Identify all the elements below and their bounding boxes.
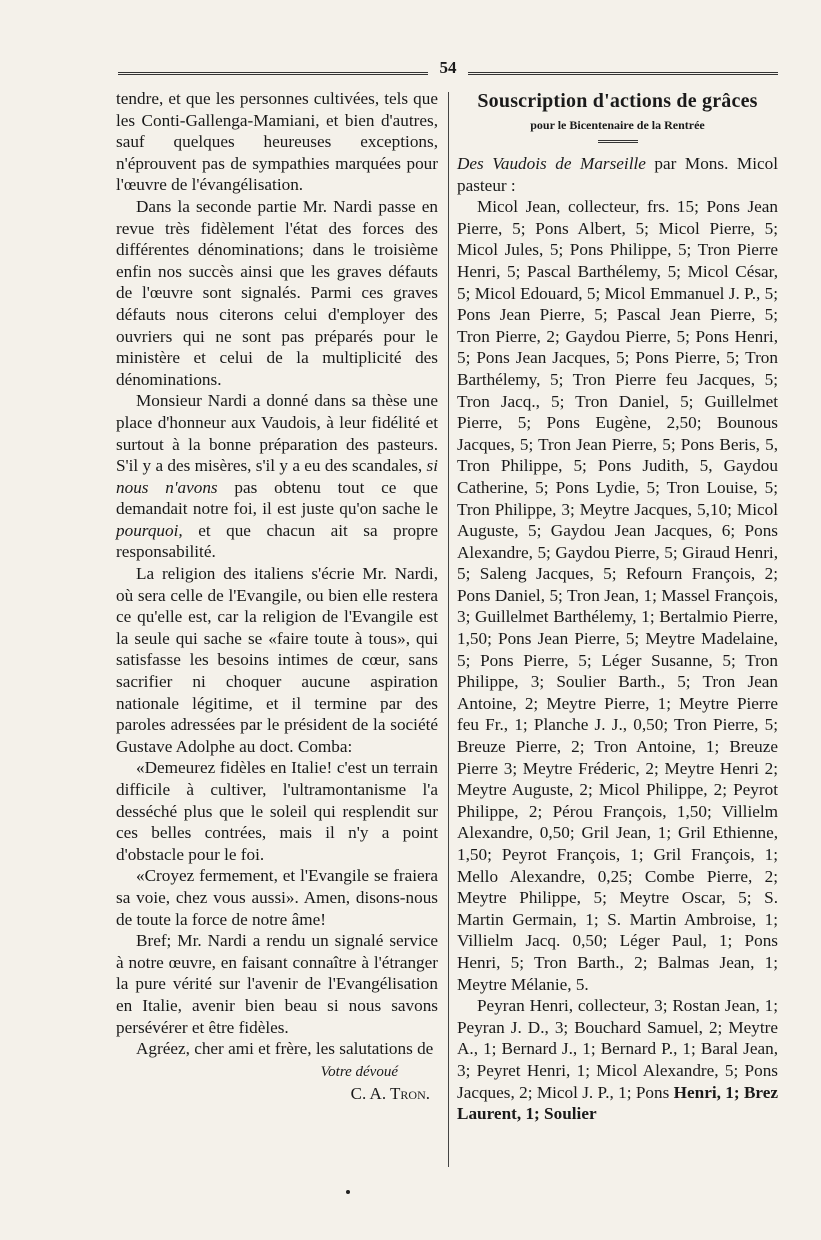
text-run: pas obtenu tout ce que demandait notre foi, il est juste qu'on sache le [116, 477, 438, 519]
title-rule [598, 140, 638, 143]
header-rule-left [118, 72, 428, 75]
closing-line: Votre dévoué [320, 1063, 398, 1080]
text-run: et que chacun ait sa propre responsabilité. [116, 520, 438, 562]
right-column [457, 88, 778, 1125]
column-divider [448, 92, 449, 1167]
text-run: Peyran Henri, collecteur, 3; Rostan Jean, 1; Peyran J. D., 3; Bouchard Samuel, 2; Meytre A., 1; Bernard J., 1; Bernard P., 1; Baral Jean, 3; Peyret Henri, 1; Micol Alexandre, 5; Pons Jacques, 2; Micol J. P., 1; Pons [457, 996, 778, 1102]
text-run: Monsieur Nardi a donné dans sa thèse une place d'honneur aux Vaudois, à leur fidélité et surtout à la bonne préparation des pasteurs. S'il y a des misères, s'il y a eu des scandales, [116, 391, 438, 476]
section-title: Souscription d'actions de grâces [477, 90, 758, 112]
section-subtitle: pour le Bicentenaire de la Rentrée [530, 118, 705, 132]
paragraph-salutations: Agréez, cher ami et frère, les salutations de [136, 1039, 434, 1059]
italic-run: Des Vaudois de Marseille [457, 154, 646, 173]
signature: C. A. Tron. [350, 1084, 430, 1104]
italic-run: si nous n'avons [116, 456, 438, 497]
bold-run: Henri, 1; Brez Laurent, 1; Soulier [457, 1082, 778, 1124]
paragraph-bref: Bref; Mr. Nardi a rendu un signalé service à notre œuvre, en faisant connaître à l'étranger la pure vérité sur l'avenir de l'Evangélisation en Italie, avenir bien beau si nous savons persévérer et être fidèles. [116, 931, 438, 1037]
page-header [118, 58, 778, 82]
paragraph-religion: La religion des italiens s'écrie Mr. Nardi, où sera celle de l'Evangile, ou bien elle restera ce qu'elle est, car la religion de l'Evangile est la seule qui sache se «faire toute à tous», qui satisfasse les besoins intimes de cœur, sans sacrifier ni choquer aucune aspiration nationale légitime, et il termine par des paroles adressées par le président de la société Gustave Adolphe au doct. Comba: [116, 564, 438, 756]
italic-run: pourquoi, [116, 520, 183, 540]
paragraph-quote-1: «Demeurez fidèles en Italie! c'est un terrain difficile à cultiver, l'ultramontanisme l'a desséché plus que le soleil qui resplendit sur ces belles contrées, mais il n'y a point d'obstacle pour le foi. [116, 758, 438, 864]
paragraph-continuation: tendre, et que les personnes cultivées, tels que les Conti-Gallenga-Mamiani, et bien d'autres, sauf quelques heureuses exceptions, n'éprouvent pas de sympathies marquées pour l'œuvre de l'évangélisation. [116, 89, 438, 195]
subscription-list-2 [457, 995, 778, 1125]
header-rule-right [468, 72, 778, 75]
subscription-intro [457, 153, 778, 196]
text-run: par Mons. Micol pasteur : [457, 154, 778, 195]
paragraph-quote-2: «Croyez fermement, et l'Evangile se fraiera sa voie, chez vous aussi». Amen, disons-nous de toute la force de notre âme! [116, 866, 438, 929]
paragraph-second-part: Dans la seconde partie Mr. Nardi passe en revue très fidèlement l'état des forces des différentes dénominations; dans le troisième enfin nos succès ainsi que les graves défauts de l'œuvre sont signalés. Parmi ces graves défauts nous citerons celui d'employer des ouvriers qui ne sont pas préparés pour le ministère et celui de la multiplicité des dénominations. [116, 196, 438, 389]
paragraph-vaudois [116, 390, 438, 563]
left-column [116, 88, 438, 1105]
footer-dot [346, 1190, 350, 1194]
page-number: 54 [439, 58, 457, 77]
subscription-list-1: Micol Jean, collecteur, frs. 15; Pons Jean Pierre, 5; Pons Albert, 5; Micol Pierre, 5; Micol Jules, 5; Pons Philippe, 5; Tron Pierre Henri, 5; Pascal Barthélemy, 5; Micol César, 5; Micol Edouard, 5; Micol Emmanuel J. P., 5; Pons Jean Pierre, 5; Pascal Jean Pierre, 5; Tron Pierre, 2; Gaydou Pierre, 5; Pons Henri, 5; Pons Jean Jacques, 5; Pons Pierre, 5; Tron Barthélemy, 5; Tron Pierre feu Jacques, 5; Tron Jacq., 5; Tron Daniel, 5; Guillelmet Pierre, 5; Pons Eugène, 2,50; Bounous Jacques, 5; Tron Jean Pierre, 5; Pons Beris, 5, Tron Philippe, 5; Pons Judith, 5, Gaydou Catherine, 5; Pons Lydie, 5; Tron Louise, 5; Tron Philippe, 3; Meytre Jacques, 5,10; Micol Auguste, 5; Gaydou Jean Jacques, 6; Pons Alexandre, 5; Gaydou Pierre, 5; Giraud Henri, 5; Saleng Jacques, 5; Refourn François, 2; Pons Daniel, 5; Tron Jean, 1; Massel François, 3; Guillelmet Barthélemy, 1; Bertalmio Pierre, 1,50; Pons Jean Pierre, 5; Meytre Madelaine, 5; Pons Pierre, 5; Léger Susanne, 5; Tron Philippe, 3; Soulier Barth., 5; Tron Jean Antoine, 2; Meytre Pierre, 1; Meytre Pierre feu Fr., 1; Planche J. J., 0,50; Tron Pierre, 5; Breuze Pierre, 2; Tron Antoine, 1; Breuze Pierre 3; Meytre Fréderic, 2; Meytre Henri 2; Meytre Auguste, 2; Micol Philippe, 2; Peyrot Philippe, 2; Pérou François, 1,50; Villielm Alexandre, 0,50; Gril Jean, 1; Gril Ethienne, 1,50; Peyrot François, 1; Gril François, 1; Mello Alexandre, 0,25; Combe Pierre, 2; Meytre Philippe, 5; Meytre Oscar, 5; S. Martin Germain, 1; S. Martin Ambroise, 1; Villielm Jacq. 0,50; Léger Paul, 1; Pons Henri, 5; Tron Barth., 2; Balmas Jean, 1; Meytre Mélanie, 5. [457, 197, 778, 994]
